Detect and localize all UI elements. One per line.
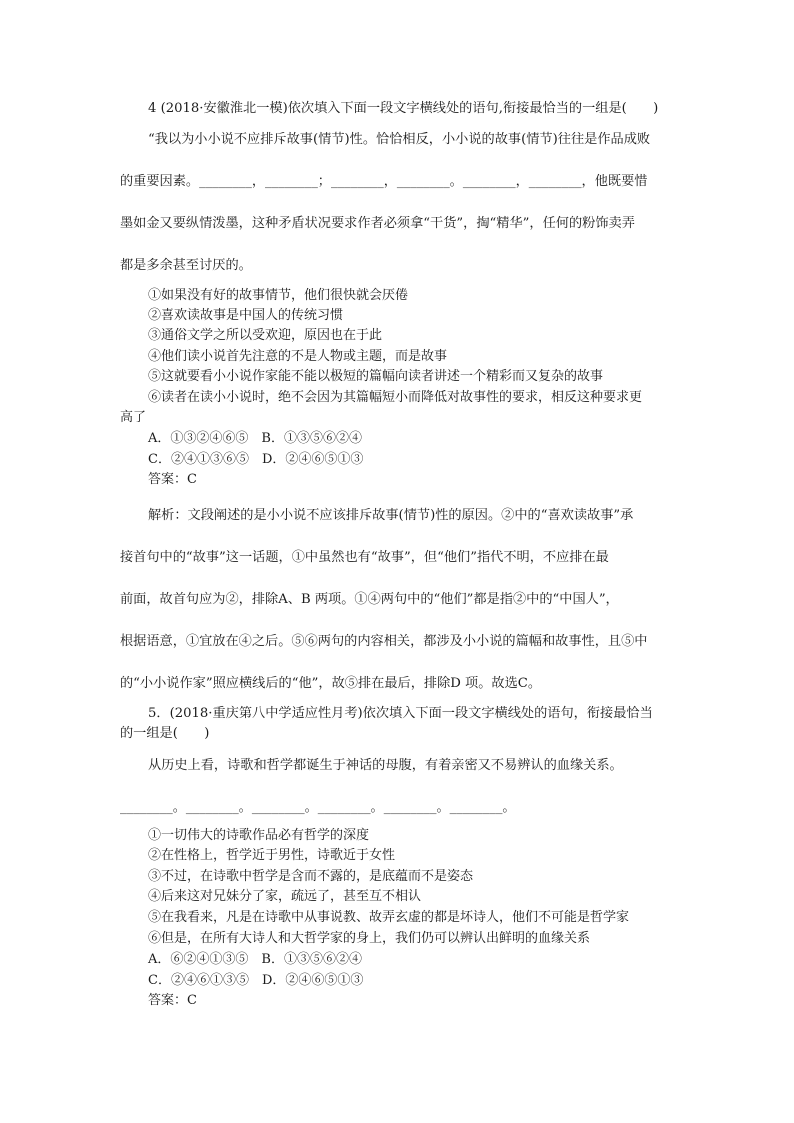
- q4-option-1: ①如果没有好的故事情节，他们很快就会厌倦: [148, 288, 409, 303]
- q4-analysis-line-2: 接首句中的“故事”这一话题，①中虽然也有“故事”，但“他们”指代不明，不应排在最: [120, 550, 609, 565]
- q4-stem: 4 (2018·安徽淮北一模)依次填入下面一段文字横线处的语句,衔接最恰当的一组是( ): [148, 101, 659, 116]
- q4-passage-line-4: 都是多余甚至讨厌的。: [120, 258, 252, 273]
- q4-passage-line-1: “我以为小小说不应排斥故事(情节)性。恰恰相反，小小说的故事(情节)往往是作品成败: [148, 132, 651, 147]
- q4-analysis-line-4: 根据语意，①宜放在④之后。⑤⑥两句的内容相关，都涉及小小说的篇幅和故事性，且⑤中: [120, 634, 648, 649]
- q4-passage-line-2: 的重要因素。________，________；________，________。________，________，他既要惜: [120, 174, 648, 189]
- q4-option-2: ②喜欢读故事是中国人的传统习惯: [148, 308, 344, 323]
- q4-choices-ab: A．①③②④⑥⑤ B．①③⑤⑥②④: [148, 431, 362, 446]
- q4-analysis-line-3: 前面，故首句应为②，排除A、B 两项。①④两句中的“他们”都是指②中的“中国人”，: [120, 592, 619, 607]
- q5-option-1: ①一切伟大的诗歌作品必有哲学的深度: [148, 828, 370, 843]
- q5-option-3: ③不过，在诗歌中哲学是含而不露的，是底蕴而不是姿态: [148, 869, 474, 884]
- q5-option-2: ②在性格上，哲学近于男性，诗歌近于女性: [148, 848, 396, 863]
- q4-analysis-line-1: 解析：文段阐述的是小小说不应该排斥故事(情节)性的原因。②中的“喜欢读故事”承: [148, 508, 634, 523]
- q5-choices-cd: C．②④⑥①③⑤ D．②④⑥⑤①③: [148, 973, 364, 988]
- q5-stem-line-1: 5．(2018·重庆第八中学适应性月考)依次填入下面一段文字横线处的语句，衔接最恰当: [148, 706, 653, 721]
- q5-stem-line-2: 的一组是( ): [120, 726, 210, 741]
- q4-option-3: ③通俗文学之所以受欢迎，原因也在于此: [148, 328, 383, 343]
- q4-answer: 答案：C: [148, 472, 197, 487]
- q4-passage-line-3: 墨如金又要纵情泼墨，这种矛盾状况要求作者必须拿“干货”，掏“精华”，任何的粉饰卖弄: [120, 216, 635, 231]
- q5-passage: 从历史上看，诗歌和哲学都诞生于神话的母腹，有着亲密又不易辨认的血缘关系。: [148, 758, 623, 773]
- q5-option-4: ④后来这对兄妹分了家，疏远了，甚至互不相认: [148, 889, 422, 904]
- q4-analysis-line-5: 的“小小说作家”照应横线后的“他”，故⑤排在最后，排除D 项。故选C。: [120, 676, 542, 691]
- q5-answer: 答案：C: [148, 993, 197, 1008]
- q4-option-5: ⑤这就要看小小说作家能不能以极短的篇幅向读者讲述一个精彩而又复杂的故事: [148, 369, 604, 384]
- q5-choices-ab: A．⑥②④①③⑤ B．①③⑤⑥②④: [148, 952, 362, 967]
- q5-option-5: ⑤在我看来，凡是在诗歌中从事说教、故弄玄虚的都是坏诗人，他们不可能是哲学家: [148, 910, 630, 925]
- q4-option-6-cont: 高了: [120, 410, 147, 425]
- q4-option-4: ④他们读小说首先注意的不是人物或主题，而是故事: [148, 349, 448, 364]
- q4-option-6: ⑥读者在读小小说时，绝不会因为其篇幅短小而降低对故事性的要求，相反这种要求更: [148, 390, 643, 405]
- q4-choices-cd: C．②④①③⑥⑤ D．②④⑥⑤①③: [148, 452, 364, 467]
- q5-blanks: ________。________。________。________。________。________。: [120, 800, 516, 815]
- q5-option-6: ⑥但是，在所有大诗人和大哲学家的身上，我们仍可以辨认出鲜明的血缘关系: [148, 931, 591, 946]
